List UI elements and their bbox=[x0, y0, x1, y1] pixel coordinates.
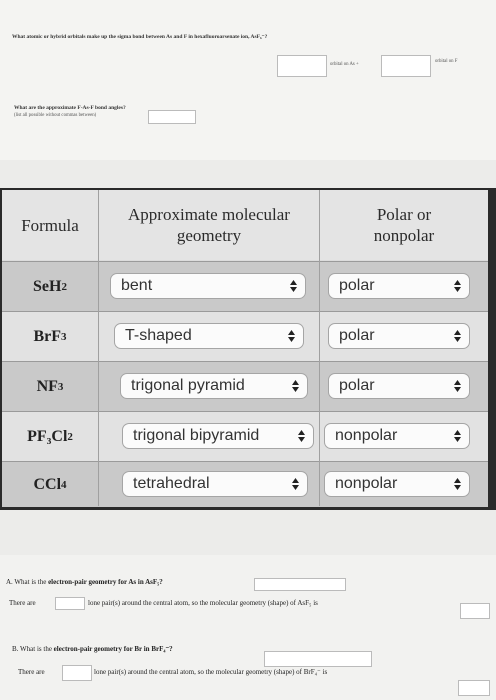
polarity-select[interactable]: nonpolar bbox=[324, 423, 470, 449]
orbital-question-panel bbox=[0, 0, 496, 160]
orbital-as-input[interactable] bbox=[277, 55, 327, 77]
a-lone-pairs-input[interactable] bbox=[55, 597, 85, 610]
polarity-select[interactable]: polar bbox=[328, 323, 470, 349]
a-line2-start: There are bbox=[9, 599, 36, 607]
orbital-as-label: orbital on As + bbox=[330, 62, 359, 67]
header-polarity: Polar or nonpolar bbox=[320, 190, 488, 260]
bond-angle-input[interactable] bbox=[148, 110, 196, 124]
select-arrows-icon bbox=[292, 379, 299, 393]
select-arrows-icon bbox=[292, 477, 299, 491]
geometry-select[interactable]: T-shaped bbox=[114, 323, 304, 349]
select-arrows-icon bbox=[290, 279, 297, 293]
b-electron-pair-input[interactable] bbox=[264, 651, 372, 667]
polarity-select[interactable]: nonpolar bbox=[324, 471, 470, 497]
table-row bbox=[2, 311, 488, 361]
formula-cell: SeH 2 bbox=[33, 277, 67, 295]
question-a: A. What is the electron-pair geometry for As in AsF₅? bbox=[6, 578, 163, 586]
column-divider bbox=[98, 190, 99, 506]
bond-angle-question: What are the approximate F-As-F bond angles? bbox=[14, 105, 126, 111]
bond-angle-hint: (list all possible without commas between) bbox=[14, 113, 97, 118]
b-line2-mid: lone pair(s) around the central atom, so the molecular geometry (shape) of BrF₄⁻ is bbox=[94, 668, 328, 676]
formula-cell: BrF 3 bbox=[33, 327, 67, 345]
table-row bbox=[2, 361, 488, 411]
polarity-select[interactable]: polar bbox=[328, 273, 470, 299]
select-arrows-icon bbox=[454, 379, 461, 393]
header-geometry: Approximate molecular geometry bbox=[99, 190, 319, 260]
formula-cell: NF 3 bbox=[36, 377, 64, 395]
table-row bbox=[2, 411, 488, 461]
geometry-select[interactable]: trigonal bipyramid bbox=[122, 423, 314, 449]
table-row bbox=[2, 261, 488, 311]
geometry-table bbox=[2, 190, 488, 506]
b-line2-start: There are bbox=[18, 668, 45, 676]
formula-cell: PF₃Cl 2 bbox=[27, 427, 73, 445]
orbital-question-text: What atomic or hybrid orbitals make up the sigma bond between As and F in hexafluoroarsenate ion, AsF₆⁻? bbox=[12, 34, 268, 40]
header-formula: Formula bbox=[2, 190, 98, 260]
select-arrows-icon bbox=[454, 279, 461, 293]
select-arrows-icon bbox=[454, 329, 461, 343]
column-divider bbox=[319, 190, 320, 506]
geometry-table-panel bbox=[0, 188, 496, 510]
select-arrows-icon bbox=[454, 477, 461, 491]
electron-pair-question-panel bbox=[0, 555, 496, 700]
a-electron-pair-input[interactable] bbox=[254, 578, 346, 591]
geometry-select[interactable]: tetrahedral bbox=[122, 471, 308, 497]
select-arrows-icon bbox=[454, 429, 461, 443]
geometry-select[interactable]: trigonal pyramid bbox=[120, 373, 308, 399]
a-line2-mid: lone pair(s) around the central atom, so the molecular geometry (shape) of AsF₅ is bbox=[88, 599, 318, 607]
b-shape-input[interactable] bbox=[458, 680, 490, 696]
polarity-select[interactable]: polar bbox=[328, 373, 470, 399]
table-row bbox=[2, 461, 488, 507]
orbital-f-label: orbital on F bbox=[435, 59, 458, 64]
select-arrows-icon bbox=[298, 429, 305, 443]
formula-cell: CCl 4 bbox=[33, 475, 67, 493]
geometry-select[interactable]: bent bbox=[110, 273, 306, 299]
b-lone-pairs-input[interactable] bbox=[62, 665, 92, 681]
a-shape-input[interactable] bbox=[460, 603, 490, 619]
select-arrows-icon bbox=[288, 329, 295, 343]
orbital-f-input[interactable] bbox=[381, 55, 431, 77]
question-b: B. What is the electron-pair geometry for Br in BrF₄⁻? bbox=[12, 645, 173, 653]
